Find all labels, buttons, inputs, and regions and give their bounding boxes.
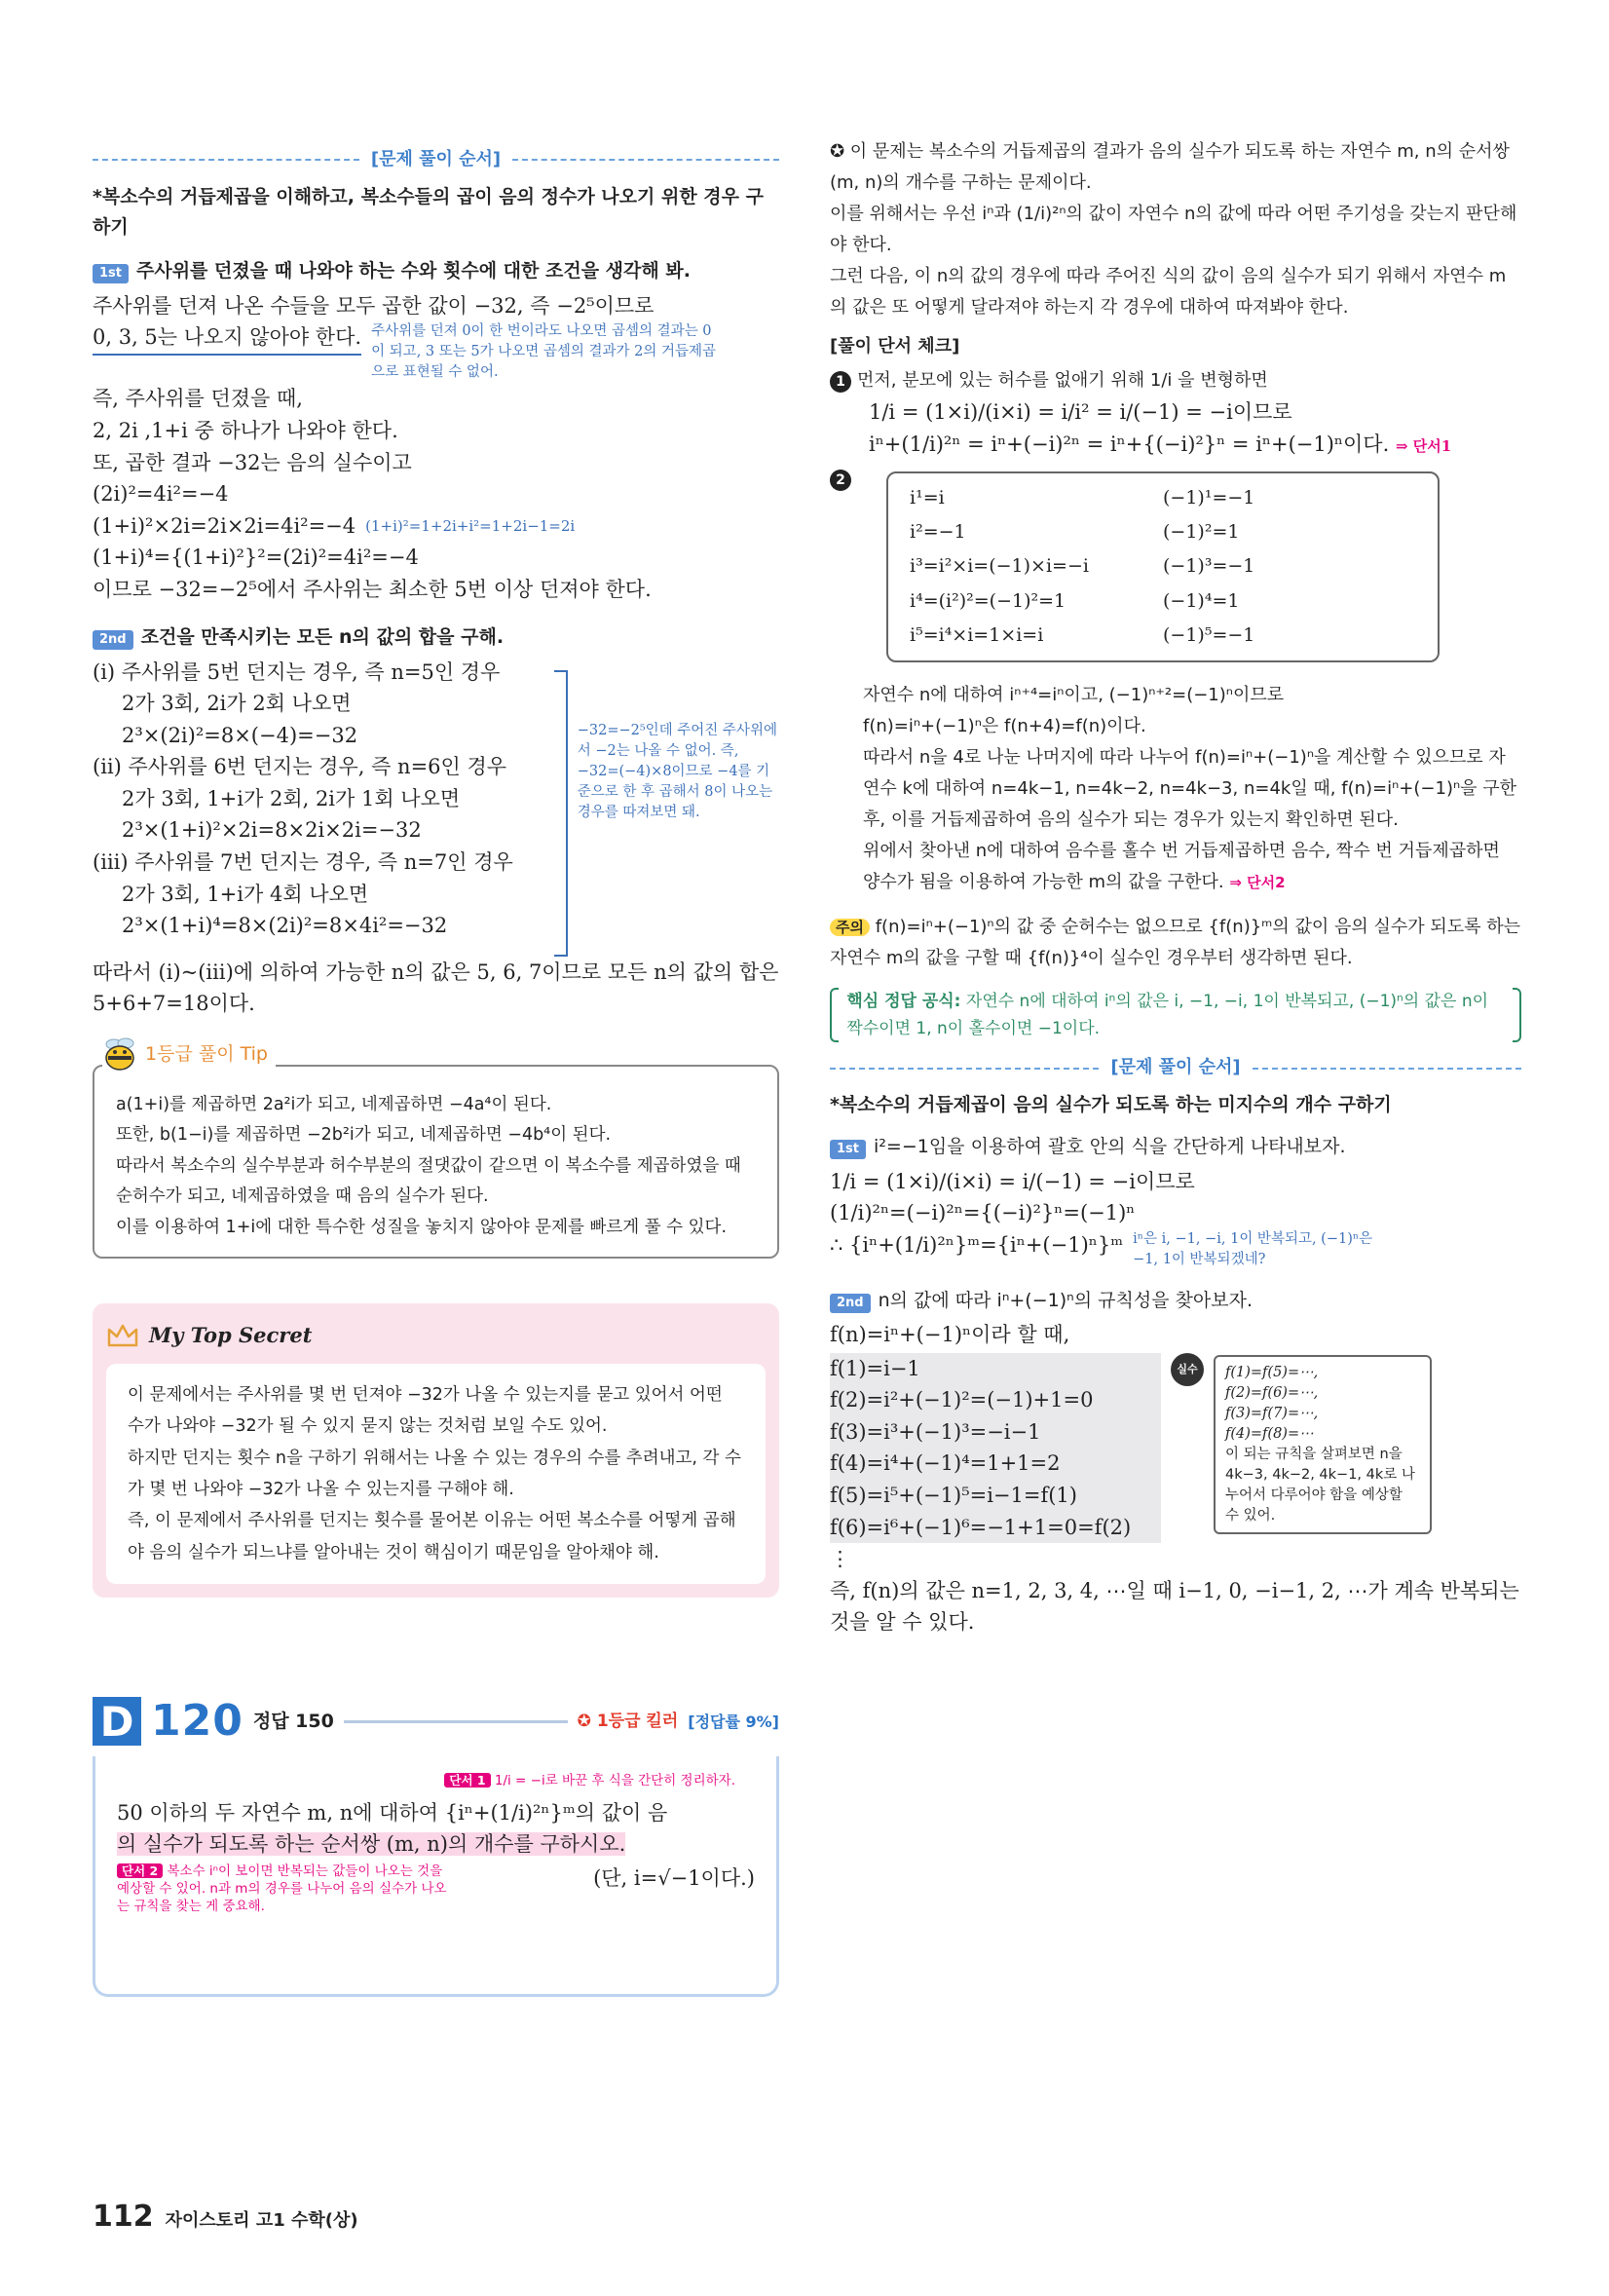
math-line: 주사위를 던져 나온 수들을 모두 곱한 값이 −32, 즉 −2⁵이므로 xyxy=(93,293,655,318)
intro-paragraph: ✪ 이 문제는 복소수의 거듭제곱의 결과가 음의 실수가 되도록 하는 자연수 m, n의 순서쌍 (m, n)의 개수를 구하는 문제이다. xyxy=(830,141,1510,194)
answer-label: 정답 150 xyxy=(252,1711,334,1733)
secret-paragraph: 이 문제에서는 주사위를 몇 번 던져야 −32가 나올 수 있는지를 묻고 있어서 어떤 수가 나와야 −32가 될 수 있지 묻지 않는 것처럼 보일 수도 있어. xyxy=(128,1384,723,1437)
math-line: (1/i)²ⁿ=(−i)²ⁿ={(−i)²}ⁿ=(−1)ⁿ xyxy=(830,1201,1136,1225)
case-line: (ⅰ) 주사위를 5번 던지는 경우, 즉 n=5인 경우 xyxy=(93,659,501,684)
case-line: 2³×(2i)²=8×(−4)=−32 xyxy=(122,723,358,747)
top-secret-title: My Top Secret xyxy=(149,1323,313,1348)
problem-condition: (단, i=√−1이다.) xyxy=(593,1865,755,1890)
r-step1-tag: 1st xyxy=(830,1140,866,1159)
side-note: 주사위를 던져 0이 한 번이라도 나오면 곱셈의 결과는 0이 되고, 3 또는 5가 나오면 곱셈의 결과가 2의 거듭제곱으로 표현될 수 없어. xyxy=(371,323,716,381)
power-cell: i²=−1 xyxy=(910,521,966,544)
case-line: (ⅱ) 주사위를 6번 던지는 경우, 즉 n=6인 경우 xyxy=(93,755,507,779)
r-step2-title: n의 값에 따라 iⁿ+(−1)ⁿ의 규칙성을 찾아보자. xyxy=(878,1289,1254,1311)
math-line: 즉, 주사위를 던졌을 때, xyxy=(93,387,303,411)
math-line: (1+i)⁴={(1+i)²}²=(2i)²=4i²=−4 xyxy=(93,546,419,570)
solution-order-header: [문제 풀이 순서] xyxy=(830,1054,1521,1082)
f-dots: ⋮ xyxy=(830,1547,850,1571)
step2-tag: 2nd xyxy=(93,630,133,650)
solution-goal: *복소수의 거듭제곱을 이해하고, 복소수들의 곱이 음의 정수가 나오기 위한 경우 구하기 xyxy=(93,185,764,239)
case-bracket xyxy=(554,670,568,957)
power-cell: (−1)¹=−1 xyxy=(1163,487,1255,509)
tip-header xyxy=(102,1037,276,1071)
explain-line: 위에서 찾아낸 n에 대하여 음수를 홀수 번 거듭제곱하면 음수, 짝수 번 거듭제곱하면 양수가 됨을 이용하여 가능한 m의 값을 구한다. ⇒ 단서2 xyxy=(863,840,1500,892)
difficulty-badge: D xyxy=(93,1697,141,1746)
clue2-ref: ⇒ 단서2 xyxy=(1229,874,1286,891)
problem-line: 50 이하의 두 자연수 m, n에 대하여 {iⁿ+(1/i)²ⁿ}ᵐ의 값이 음 xyxy=(117,1800,668,1825)
clue2 xyxy=(830,470,1521,680)
math-line: 0, 3, 5는 나오지 않아야 한다. xyxy=(93,321,361,356)
caution-tag: 주의 xyxy=(830,919,870,936)
step1-tag: 1st xyxy=(93,264,129,283)
tip-paragraph: 또한, b(1−i)를 제곱하면 −2b²i가 되고, 네제곱하면 −4b⁴이 된다. xyxy=(116,1125,612,1146)
r-step1-heading xyxy=(830,1132,1521,1161)
power-cell: (−1)⁵=−1 xyxy=(1163,623,1255,646)
step2-heading xyxy=(93,622,779,652)
real-number-badge: 실수 xyxy=(1171,1353,1204,1386)
pattern-box: f(1)=f(5)=⋯, f(2)=f(6)=⋯, f(3)=f(7)=⋯, f(4)=f(8)=⋯ 이 되는 규칙을 살펴보면 n을 4k−3, 4k−2, 4k−1, 4k로 나누어서 다루어야 함을 예상할 수 있어. xyxy=(1214,1355,1432,1534)
bee-icon xyxy=(102,1037,139,1071)
power-cell: i⁵=i⁴×i=1×i=i xyxy=(910,623,1044,646)
clue1-text: 1 먼저, 분모에 있는 허수를 없애기 위해 1/i 을 변형하면 xyxy=(830,365,1521,396)
key-formula-label: 핵심 정답 공식: xyxy=(846,992,961,1012)
math-line: (2i)²=4i²=−4 xyxy=(93,482,229,507)
case-line: 2가 3회, 2i가 2회 나오면 xyxy=(122,692,352,716)
math-line: 2, 2i ,1+i 중 하나가 나와야 한다. xyxy=(93,419,398,443)
step2-conclusion: 따라서 (ⅰ)~(ⅲ)에 의하여 가능한 n의 값은 5, 6, 7이므로 모든 n의 값의 합은 5+6+7=18이다. xyxy=(93,960,779,1016)
f-line: f(4)=i⁴+(−1)⁴=1+1=2 xyxy=(830,1448,1161,1480)
power-cell: i³=i²×i=(−1)×i=−i xyxy=(910,555,1089,578)
case-line: 2³×(1+i)²×2i=8×2i×2i=−32 xyxy=(122,818,422,843)
solution-goal: *복소수의 거듭제곱이 음의 실수가 되도록 하는 미지수의 개수 구하기 xyxy=(830,1093,1392,1115)
tip-paragraph: a(1+i)를 제곱하면 2a²i가 되고, 네제곱하면 −4a⁴이 된다. xyxy=(116,1094,552,1114)
f-conclusion: 즉, f(n)의 값은 n=1, 2, 3, 4, ⋯일 때 i−1, 0, −i−1, 2, ⋯가 계속 반복되는 것을 알 수 있다. xyxy=(830,1578,1519,1635)
f-line: f(2)=i²+(−1)²=(−1)+1=0 xyxy=(830,1384,1161,1416)
intro-paragraph: 그런 다음, 이 n의 값의 경우에 따라 주어진 식의 값이 음의 실수가 되기 위해서 자연수 m의 값은 또 어떻게 달라져야 하는지 각 경우에 대하여 따져봐야 한다. xyxy=(830,266,1507,319)
hint1: 단서 1 1/i = −i로 바꾼 후 식을 간단히 정리하자. xyxy=(117,1772,735,1789)
problem-line: 의 실수가 되도록 하는 순서쌍 (m, n)의 개수를 구하시오. xyxy=(117,1832,626,1857)
page-number: 112 xyxy=(93,2200,154,2234)
power-cell: (−1)⁴=1 xyxy=(1163,589,1240,612)
secret-paragraph: 하지만 던지는 횟수 n을 구하기 위해서는 나올 수 있는 경우의 수를 추려내고, 각 수가 몇 번 나와야 −32가 나올 수 있는지를 구해야 해. xyxy=(128,1448,741,1499)
math-line: iⁿ+(1/i)²ⁿ = iⁿ+(−i)²ⁿ = iⁿ+{(−i)²}ⁿ = iⁿ+(−1)ⁿ이다. ⇒ 단서1 xyxy=(869,432,1452,456)
powers-table xyxy=(886,471,1440,662)
f-line: f(1)=i−1 xyxy=(830,1353,1161,1385)
f-line: f(3)=i³+(−1)³=−i−1 xyxy=(830,1416,1161,1449)
side-note: −32=−2⁵인데 주어진 주사위에서 −2는 나올 수 없어. 즉, −32=(−4)×8이므로 −4를 기준으로 한 후 곱해서 8이 나오는 경우를 따져보면 돼. xyxy=(577,722,777,820)
case-line: 2³×(1+i)⁴=8×(2i)²=8×4i²=−32 xyxy=(122,914,448,938)
right-column xyxy=(830,136,1521,1638)
explain-line: 자연수 n에 대하여 iⁿ⁺⁴=iⁿ이고, (−1)ⁿ⁺²=(−1)ⁿ이므로 xyxy=(863,684,1285,705)
clue1-ref: ⇒ 단서1 xyxy=(1395,436,1452,455)
top-secret-box xyxy=(93,1303,779,1598)
page-footer xyxy=(93,2194,358,2240)
explain-line: f(n)=iⁿ+(−1)ⁿ은 f(n+4)=f(n)이다. xyxy=(863,715,1146,736)
case-line: 2가 3회, 1+i가 4회 나오면 xyxy=(122,882,369,906)
tip-box xyxy=(93,1042,779,1260)
hint2-tag: 단서 2 xyxy=(117,1863,163,1878)
problem-header xyxy=(93,1687,779,1755)
problem-box xyxy=(93,1756,779,1997)
killer-label: ✪ 1등급 킬러 xyxy=(577,1711,679,1731)
f-line: f(5)=i⁵+(−1)⁵=i−1=f(1) xyxy=(830,1480,1161,1512)
book-title: 자이스토리 고1 수학(상) xyxy=(165,2210,358,2231)
r-step1-math xyxy=(830,1166,1521,1270)
clue1-math xyxy=(830,396,1521,460)
tip-paragraph: 이를 이용하여 1+i에 대한 특수한 성질을 놓치지 않아야 문제를 빠르게 풀 수 있다. xyxy=(116,1217,728,1237)
math-line: 이므로 −32=−2⁵에서 주사위는 최소한 5번 이상 던져야 한다. xyxy=(93,577,652,601)
math-line: (1+i)²×2i=2i×2i=4i²=−4 xyxy=(93,513,356,538)
math-line: 또, 곱한 결과 −32는 음의 실수이고 xyxy=(93,450,412,474)
step1-body xyxy=(93,290,779,605)
f-values xyxy=(830,1353,1521,1575)
clue2-explanation xyxy=(830,680,1521,898)
secret-paragraph: 즉, 이 문제에서 주사위를 던지는 횟수를 물어본 이유는 어떤 복소수를 어떻게 곱해야 음의 실수가 되느냐를 알아내는 것이 핵심이기 때문임을 알아채야 해. xyxy=(128,1511,736,1562)
number-2-icon: 2 xyxy=(830,470,851,491)
step1-heading xyxy=(93,256,779,285)
r-step2-tag: 2nd xyxy=(830,1294,871,1313)
left-column xyxy=(93,136,779,1997)
step2-cases xyxy=(93,657,779,957)
case-line: (ⅲ) 주사위를 7번 던지는 경우, 즉 n=7인 경우 xyxy=(93,849,513,874)
f-line: f(6)=i⁶+(−1)⁶=−1+1=0=f(2) xyxy=(830,1512,1161,1544)
power-cell: i¹=i xyxy=(910,487,945,509)
side-note: iⁿ은 i, −1, −i, 1이 반복되고, (−1)ⁿ은 −1, 1이 반복되겠네? xyxy=(1133,1230,1373,1267)
crown-icon xyxy=(106,1322,139,1349)
math-line: 1/i = (1×i)/(i×i) = i/i² = i/(−1) = −i이므로 xyxy=(869,400,1292,425)
f-intro: f(n)=iⁿ+(−1)ⁿ이라 할 때, xyxy=(830,1323,1070,1347)
problem-text xyxy=(117,1797,755,1861)
side-note: (1+i)²=1+2i+i²=1+2i−1=2i xyxy=(365,516,576,535)
case-line: 2가 3회, 1+i가 2회, 2i가 1회 나오면 xyxy=(122,786,461,810)
problem-number: 120 xyxy=(151,1696,243,1747)
top-secret-header xyxy=(106,1315,766,1364)
correct-rate: [정답률 9%] xyxy=(688,1712,779,1731)
tip-title: 1등급 풀이 Tip xyxy=(145,1042,268,1065)
power-cell: i⁴=(i²)²=(−1)²=1 xyxy=(910,589,1066,612)
solution-order-header: [문제 풀이 순서] xyxy=(93,146,779,174)
r-step2-heading xyxy=(830,1286,1521,1315)
math-line: ∴ {iⁿ+(1/i)²ⁿ}ᵐ={iⁿ+(−1)ⁿ}ᵐ xyxy=(830,1232,1124,1257)
key-formula: 핵심 정답 공식: 자연수 n에 대하여 iⁿ의 값은 i, −1, −i, 1이 반복되고, (−1)ⁿ의 값은 n이 짝수이면 1, n이 홀수이면 −1이다. xyxy=(830,988,1521,1042)
power-cell: (−1)²=1 xyxy=(1163,521,1240,544)
math-line: 1/i = (1×i)/(i×i) = i/(−1) = −i이므로 xyxy=(830,1169,1195,1193)
intro-paragraph: 이를 위해서는 우선 iⁿ과 (1/i)²ⁿ의 값이 자연수 n의 값에 따라 어떤 주기성을 갖는지 판단해야 한다. xyxy=(830,204,1517,256)
number-1-icon: 1 xyxy=(830,371,851,393)
step1-title: 주사위를 던졌을 때 나와야 하는 수와 횟수에 대한 조건을 생각해 봐. xyxy=(136,260,691,282)
step2-title: 조건을 만족시키는 모든 n의 값의 합을 구해. xyxy=(140,626,505,649)
tip-paragraph: 따라서 복소수의 실수부분과 허수부분의 절댓값이 같으면 이 복소수를 제곱하였을 때 순허수가 되고, 네제곱하였을 때 음의 실수가 된다. xyxy=(116,1155,741,1207)
power-cell: (−1)³=−1 xyxy=(1163,555,1255,578)
caution-note: 주의 f(n)=iⁿ+(−1)ⁿ의 값 중 순허수는 없으므로 {f(n)}ᵐ의 값이 음의 실수가 되도록 하는 자연수 m의 값을 구할 때 {f(n)}⁴이 실수인 경우부터 생각하면 된다. xyxy=(830,917,1521,969)
hint1-tag: 단서 1 xyxy=(444,1773,490,1788)
hint2: 단서 2 복소수 iⁿ이 보이면 반복되는 값들이 나오는 것을 예상할 수 있어. n과 m의 경우를 나누어 음의 실수가 나오는 규칙을 찾는 게 중요해. xyxy=(117,1863,447,1915)
r-step1-title: i²=−1임을 이용하여 괄호 안의 식을 간단하게 나타내보자. xyxy=(874,1136,1346,1158)
clue-check-header: [풀이 단서 체크] xyxy=(830,336,960,358)
explain-line: 따라서 n을 4로 나눈 나머지에 따라 나누어 f(n)=iⁿ+(−1)ⁿ을 계산할 수 있으므로 자연수 k에 대하여 n=4k−1, n=4k−2, n=4k−3, n=4k일 때, f(n)=iⁿ+(−1)ⁿ을 구한 후, 이를 거듭제곱하여 음의 실수가 되는 경우가 있는지 확인하면 된다. xyxy=(863,746,1517,830)
